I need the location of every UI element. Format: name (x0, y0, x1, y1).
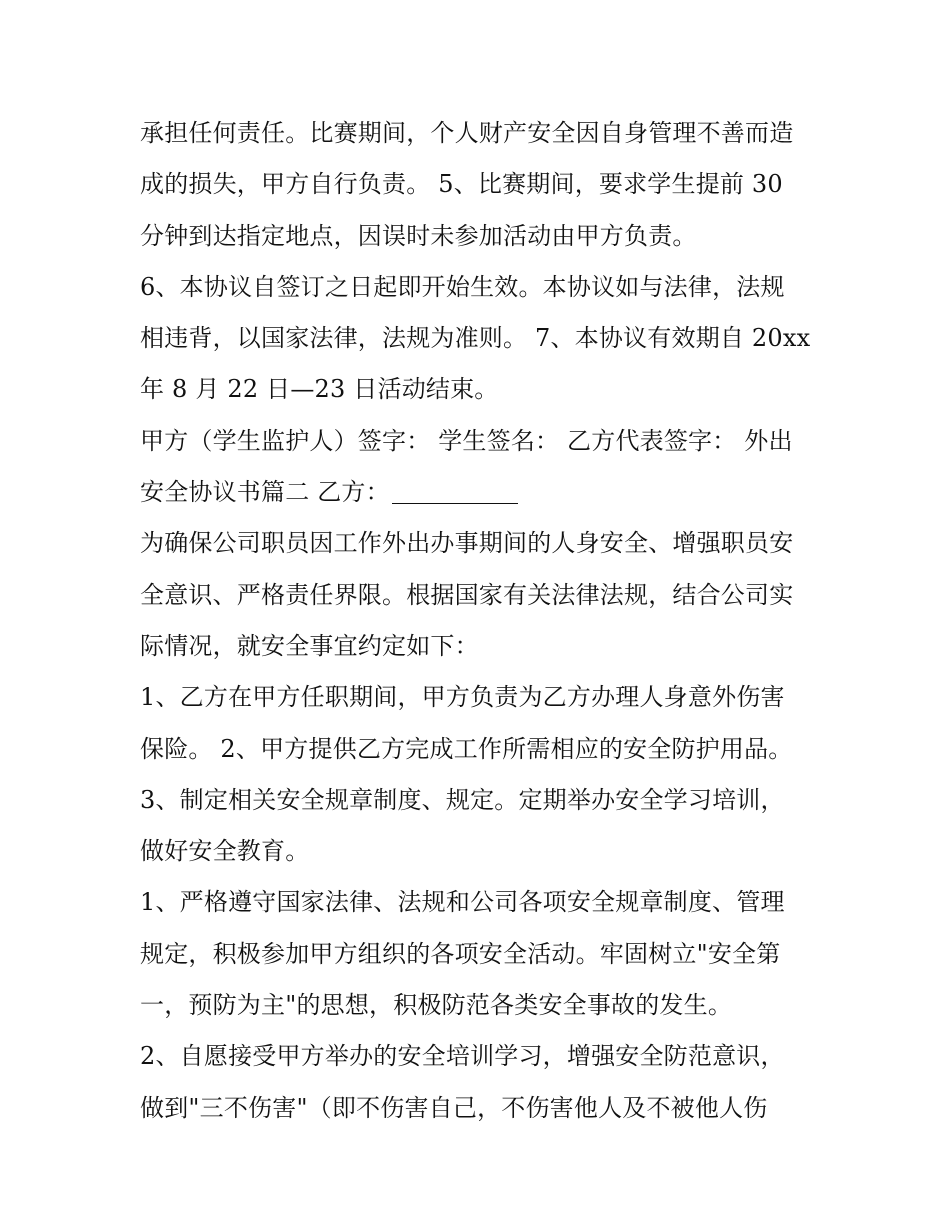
text-line: 相违背，以国家法律，法规为准则。 7、本协议有效期自 20xx (140, 324, 811, 353)
party-b-line (140, 467, 812, 518)
party-b-blank-field (392, 477, 518, 504)
text-line: 规定，积极参加甲方组织的各项安全活动。牢固树立"安全第 (140, 939, 781, 968)
text-line: 1、严格遵守国家法律、法规和公司各项安全规章制度、管理 (140, 888, 785, 917)
text-line: 2、自愿接受甲方举办的安全培训学习，增强安全防范意识， (140, 1042, 785, 1071)
party-b-label: 安全协议书篇二 乙方： (140, 478, 390, 507)
text-line: 6、本协议自签订之日起即开始生效。本协议如与法律，法规 (140, 272, 785, 301)
text-line: 1、乙方在甲方任职期间，甲方负责为乙方办理人身意外伤害 (140, 683, 785, 712)
signature-line: 甲方（学生监护人）签字： 学生签名： 乙方代表签字： 外出 (140, 426, 793, 455)
text-line: 一，预防为主"的思想，积极防范各类安全事故的发生。 (140, 991, 733, 1020)
text-line: 3、制定相关安全规章制度、规定。定期举办安全学习培训， (140, 785, 785, 814)
text-line: 全意识、严格责任界限。根据国家有关法律法规，结合公司实 (140, 580, 794, 609)
text-line: 承担任何责任。比赛期间，个人财产安全因自身管理不善而造 (140, 119, 794, 147)
text-line: 做到"三不伤害"（即不伤害自己，不伤害他人及不被他人伤 (140, 1093, 768, 1122)
text-line: 为确保公司职员因工作外出办事期间的人身安全、增强职员安 (140, 529, 794, 558)
text-line: 成的损失，甲方自行负责。 5、比赛期间，要求学生提前 30 (140, 170, 783, 199)
text-line: 际情况，就安全事宜约定如下： (140, 631, 479, 660)
text-line: 做好安全教育。 (140, 837, 310, 866)
text-line: 分钟到达指定地点，因误时未参加活动由甲方负责。 (140, 221, 697, 250)
text-line: 保险。 2、甲方提供乙方完成工作所需相应的安全防护用品。 (140, 734, 793, 763)
document-page (140, 108, 812, 1134)
text-line: 年 8 月 22 日—23 日活动结束。 (140, 375, 499, 404)
